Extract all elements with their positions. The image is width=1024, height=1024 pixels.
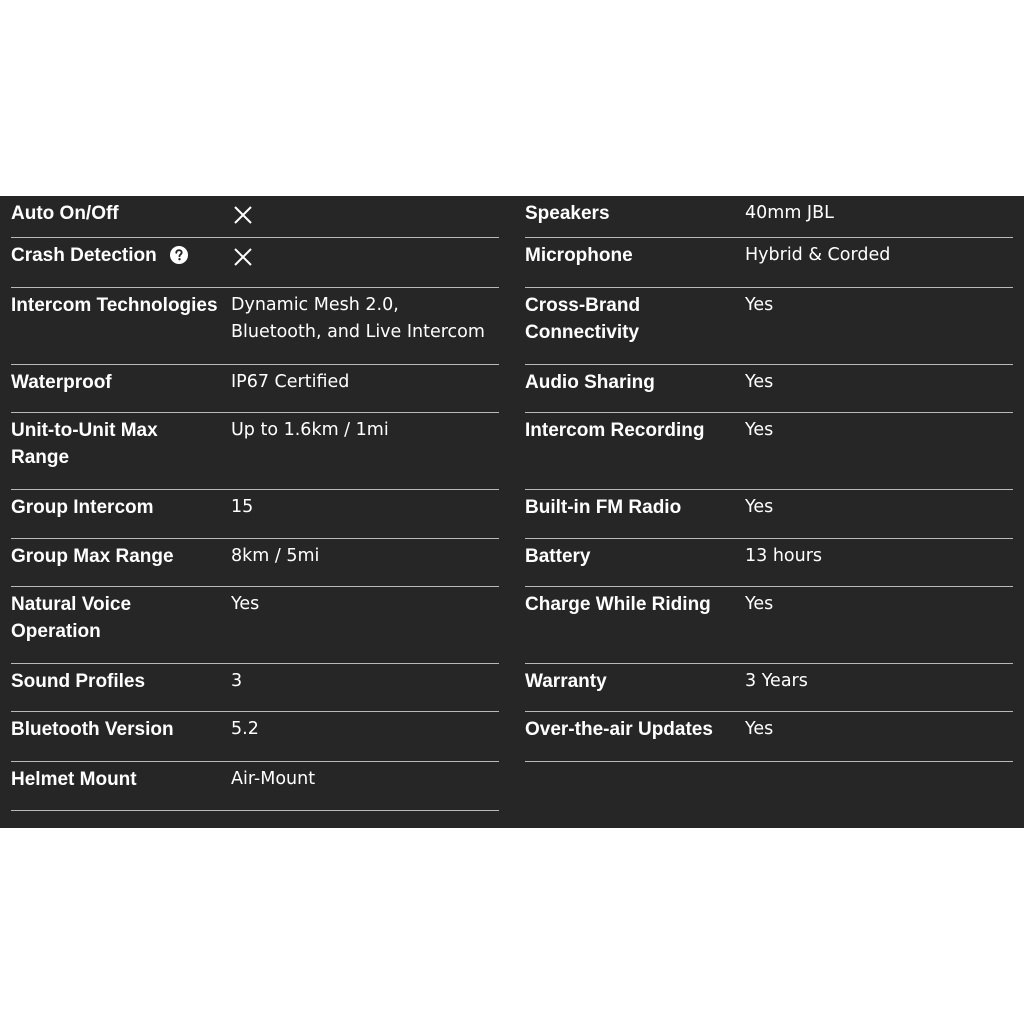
spec-label: Sound Profiles (11, 671, 146, 692)
spec-row-helmet-mount (11, 762, 499, 811)
spec-label: Charge While Riding (525, 594, 711, 615)
spec-label: Built-in FM Radio (525, 497, 682, 518)
spec-row-unit-to-unit-range (11, 413, 499, 490)
spec-row-group-intercom (11, 490, 499, 539)
spec-row-battery (525, 539, 1013, 587)
spec-row-intercom-technologies (11, 288, 499, 365)
spec-value: Yes (745, 372, 774, 392)
spec-value: 8km / 5mi (231, 546, 320, 566)
spec-row-microphone (525, 238, 1013, 288)
spec-value: Yes (745, 594, 774, 614)
spec-value: 13 hours (745, 546, 823, 566)
spec-row-speakers (525, 196, 1013, 238)
spec-value: 40mm JBL (745, 203, 834, 223)
spec-label: Battery (525, 546, 591, 567)
spec-value: Yes (745, 497, 774, 517)
spec-value: Up to 1.6km / 1mi (231, 420, 389, 440)
spec-value: 3 Years (745, 671, 808, 691)
spec-row-sound-profiles (11, 664, 499, 712)
spec-value (231, 238, 253, 287)
spec-value: Yes (231, 594, 260, 614)
spec-value: 5.2 (231, 719, 259, 739)
spec-row-warranty (525, 664, 1013, 712)
spec-label-line: Unit-to-Unit Max (11, 420, 158, 441)
spec-label: Audio Sharing (525, 372, 655, 393)
spec-row-crash-detection (11, 238, 499, 288)
spec-column-left (11, 196, 499, 811)
spec-label: Waterproof (11, 372, 112, 393)
spec-value (231, 196, 253, 237)
spec-label-wrap (11, 238, 231, 287)
spec-label: Warranty (525, 671, 607, 692)
spec-label: Intercom Recording (525, 420, 705, 441)
spec-label (525, 288, 745, 364)
spec-column-right (525, 196, 1013, 762)
spec-label: Speakers (525, 203, 610, 224)
spec-value: Yes (745, 295, 774, 315)
spec-label: Group Max Range (11, 546, 174, 567)
spec-row-charge-while-riding (525, 587, 1013, 664)
spec-row-cross-brand (525, 288, 1013, 365)
spec-label (11, 413, 231, 489)
spec-row-bluetooth-version (11, 712, 499, 762)
spec-value-line: Bluetooth, and Live Intercom (231, 322, 485, 342)
spec-row-intercom-recording (525, 413, 1013, 490)
spec-label: Helmet Mount (11, 769, 137, 790)
spec-label-line: Range (11, 447, 70, 468)
spec-value: 3 (231, 671, 243, 691)
spec-label-line: Natural Voice (11, 594, 132, 615)
spec-label (11, 587, 231, 663)
spec-row-audio-sharing (525, 365, 1013, 413)
close-icon (233, 205, 253, 225)
spec-row-natural-voice (11, 587, 499, 664)
spec-label: Bluetooth Version (11, 719, 174, 740)
spec-value: Air-Mount (231, 769, 316, 789)
spec-value (231, 288, 485, 364)
spec-row-fm-radio (525, 490, 1013, 539)
spec-row-group-max-range (11, 539, 499, 587)
spec-table (0, 196, 1024, 828)
spec-label: Crash Detection (11, 245, 157, 266)
spec-row-ota-updates (525, 712, 1013, 762)
spec-label-line: Operation (11, 621, 101, 642)
spec-value: IP67 Certified (231, 372, 350, 392)
spec-label: Group Intercom (11, 497, 154, 518)
spec-label: Microphone (525, 245, 633, 266)
spec-value: Hybrid & Corded (745, 245, 891, 265)
spec-row-auto-on-off (11, 196, 499, 238)
help-circle-icon[interactable] (170, 246, 188, 264)
spec-label: Auto On/Off (11, 203, 119, 224)
spec-value: Yes (745, 719, 774, 739)
spec-label: Over-the-air Updates (525, 719, 713, 740)
spec-label-line: Cross-Brand (525, 295, 641, 316)
spec-label: Intercom Technologies (11, 295, 218, 316)
spec-value: 15 (231, 497, 254, 517)
spec-row-waterproof (11, 365, 499, 413)
spec-value: Yes (745, 420, 774, 440)
spec-label-line: Connectivity (525, 322, 640, 343)
spec-value-line: Dynamic Mesh 2.0, (231, 295, 399, 315)
close-icon (233, 247, 253, 267)
